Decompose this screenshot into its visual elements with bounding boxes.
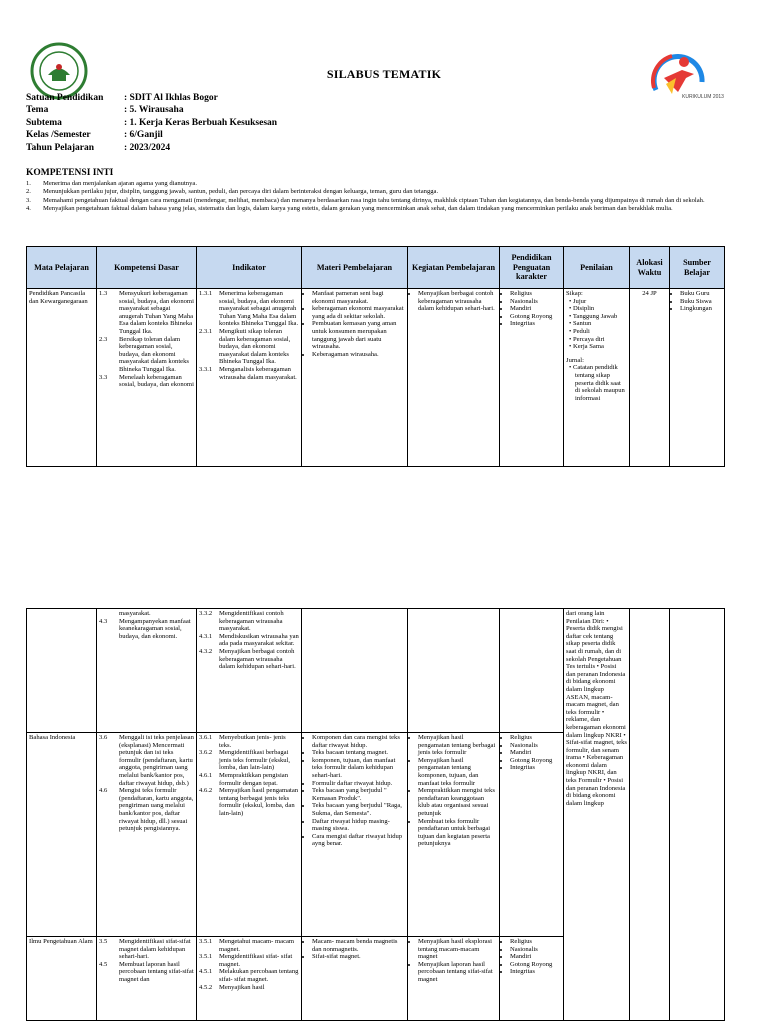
indikator-number: 1.3.1 xyxy=(199,290,213,297)
indikator-text: Mengikuti sikap toleran dalam keberagaman sosial, budaya, dan ekonomi masyarakat dalam konteks Bhineka Tunggal Ika. xyxy=(219,327,291,366)
list-item: • komponen, tujuan, dan manfaat teks formulir dalam kehidupan sehari-hari. xyxy=(312,757,405,780)
list-item: • Religius xyxy=(510,290,561,298)
header-karakter: Pendidikan Penguatan karakter xyxy=(500,247,564,289)
cell-subject xyxy=(27,609,97,733)
kegiatan-list xyxy=(410,290,497,313)
penilaian-item: • Disiplin xyxy=(569,305,595,313)
cell-materi xyxy=(302,733,408,937)
cell-kd xyxy=(97,937,197,1021)
document-title: SILABUS TEMATIK xyxy=(326,67,442,81)
penilaian-item: • Jujur xyxy=(569,297,587,305)
indikator-item xyxy=(199,366,299,381)
info-value: : SDIT Al Ikhlas Bogor xyxy=(124,93,218,103)
indikator-text: Menyajikan hasil xyxy=(219,983,265,991)
list-item: • Religius xyxy=(510,734,561,742)
materi-list xyxy=(304,938,405,961)
kd-text: Mengampanyekan manfaat keanekaragaman sosial, budaya, dan ekonomi. xyxy=(119,617,191,640)
indikator-text: Menganalisis keberagaman wirausaha dalam masyarakat. xyxy=(219,365,297,381)
list-item: • Mandiri xyxy=(510,953,561,961)
indikator-number: 3.5.1 xyxy=(199,953,213,961)
cell-indikator xyxy=(197,733,302,937)
list-item: • Menyajikan berbagai contoh keberagaman wirausaha dalam kehidupan sehari-hari. xyxy=(418,290,497,313)
indikator-number: 4.5.2 xyxy=(199,983,213,991)
kd-number: 3.5 xyxy=(99,938,108,945)
list-item: • Sifat-sifat magnet. xyxy=(312,953,405,961)
kd-number: 4.6 xyxy=(99,787,108,795)
list-item: • Buku Siswa xyxy=(680,298,722,306)
indikator-text: Mengetahui macam- macam magnet. xyxy=(219,938,295,953)
list-item: • Macam- macam benda magnetis dan nonmagnetis. xyxy=(312,938,405,953)
info-value: : 2023/2024 xyxy=(124,142,171,153)
indikator-item xyxy=(199,953,299,968)
penilaian-item: • Tanggung Jawab xyxy=(569,312,618,320)
penilaian-item: • Santun xyxy=(569,320,592,328)
kegiatan-list xyxy=(410,938,497,984)
indikator-text: Menerima keberagaman sosial, budaya, dan ekonomi masyarakat sebagai anugerah Tuhan Yang Maha Esa dalam konteks Bhineka Tunggal Ika. xyxy=(219,290,299,328)
indikator-number: 4.3.1 xyxy=(199,632,213,640)
ki-item xyxy=(26,180,746,188)
list-item: • Menyajikan hasil eksplorasi tentang macam-macam magnet xyxy=(418,938,497,961)
penilaian-heading: Jurnal: xyxy=(566,356,584,364)
list-item: • Cara mengisi daftar riwayat hidup ayng benar. xyxy=(312,833,405,848)
header-penilaian: Penilaian xyxy=(564,247,630,289)
cell-karakter xyxy=(500,937,564,1021)
list-item: • Teks bacaan tentang magnet. xyxy=(312,749,405,757)
ki-number: 1. xyxy=(26,180,31,187)
svg-text:KURIKULUM 2013: KURIKULUM 2013 xyxy=(682,94,724,100)
penilaian-item: • Peduli xyxy=(569,327,590,335)
header-materi: Materi Pembelajaran xyxy=(302,247,408,289)
cell-kegiatan xyxy=(408,733,500,937)
table-row xyxy=(27,609,725,733)
cell-karakter xyxy=(500,289,564,467)
indikator-item xyxy=(199,610,299,633)
indikator-text: Mendiskusikan wirausaha yan ada pada masyarakat sekitar. xyxy=(219,632,299,648)
ki-text: Memahami pengetahuan faktual dengan cara mengamati (mendengar, melihat, membaca) dan menanya berdasarkan rasa ingin tahu tentang dirinya, makhluk ciptaan Tuhan dan kegiatannya, dan benda-benda yang dijumpainya di rumah dan di sekolah. xyxy=(43,196,705,204)
cell-kegiatan xyxy=(408,609,500,733)
indikator-text: Melakukan percobaan tentang sifat- sifat magnet. xyxy=(219,968,299,983)
cell-sumber xyxy=(670,609,725,1021)
indikator-number: 3.6.1 xyxy=(199,734,213,741)
list-item: • Nasionalis xyxy=(510,742,561,750)
list-item: • Komponen dan cara mengisi teks daftar riwayat hidup. xyxy=(312,734,405,749)
cell-subject: Ilmu Pengetahuan Alam xyxy=(27,937,97,1021)
list-item: • keberagaman ekonomi masyarakat yang ada di sekitar sekolah. xyxy=(312,305,405,320)
list-item: • Formulir daftar riwayat hidup. xyxy=(312,780,405,788)
info-label: Kelas /Semester xyxy=(26,130,91,141)
ki-number: 4. xyxy=(26,204,31,212)
list-item: • Religius xyxy=(510,938,561,946)
indikator-number: 4.6.2 xyxy=(199,787,213,795)
indikator-number: 4.6.1 xyxy=(199,771,213,779)
indikator-number: 4.3.2 xyxy=(199,647,213,655)
list-item: • Membuat teks formulir pendaftaran untuk berbagai tujuan dan kegiatan peserta petunjuknya xyxy=(418,818,497,848)
header-kompetensi-dasar: Kompetensi Dasar xyxy=(97,247,197,289)
cell-materi xyxy=(302,937,408,1021)
penilaian-item: • Catatan pendidik tentang sikap peserta didik saat di sekolah maupun informasi xyxy=(569,364,625,402)
indikator-item xyxy=(199,984,299,992)
kd-item xyxy=(99,938,194,961)
info-row xyxy=(26,117,277,129)
kd-item xyxy=(99,336,194,374)
indikator-item xyxy=(199,290,299,328)
syllabus-table xyxy=(26,246,725,467)
kd-text: Mengisi teks formulir (pendaftaran, kartu anggota, pengiriman uang melalui bank/kantor pos, daftar riwayat hidup, dll.) sesuai petunjuk pengisiannya. xyxy=(119,787,194,833)
header-indikator: Indikator xyxy=(197,247,302,289)
penilaian-item: • Kerja Sama xyxy=(569,343,604,351)
info-value: : 1. Kerja Keras Berbuah Kesuksesan xyxy=(124,117,278,128)
info-value: : 5. Wirausaha xyxy=(124,105,184,116)
identity-block xyxy=(26,92,277,154)
materi-list xyxy=(304,290,405,358)
kd-text: Menelaah keberagaman sosial, budaya, dan ekonomi xyxy=(119,373,194,389)
indikator-item xyxy=(199,749,299,772)
kd-item xyxy=(99,618,194,641)
info-label: Tema xyxy=(26,105,49,116)
penilaian-heading: Sikap: xyxy=(566,290,583,297)
list-item: • Integritas xyxy=(510,968,561,976)
ki-text: Menunjukkan perilaku jujur, disiplin, tanggung jawab, santun, peduli, dan percaya diri dalam berinteraksi dengan keluarga, teman, guru dan tetangga. xyxy=(43,188,439,196)
indikator-item xyxy=(199,734,299,749)
list-item: • Menyajikan hasil pengamatan tentang komponen, tujuan, dan manfaat teks formulir xyxy=(418,757,497,787)
kd-number: 1.3 xyxy=(99,290,108,297)
materi-list xyxy=(304,734,405,848)
cell-kd xyxy=(97,609,197,733)
list-item: • Mandiri xyxy=(510,749,561,757)
indikator-item xyxy=(199,772,299,787)
list-item: • Menyajikan hasil pengamatan tentang berbagai jenis teks formulir xyxy=(418,734,497,757)
cell-karakter xyxy=(500,609,564,733)
info-label: Satuan Pendidikan xyxy=(26,93,104,103)
cell-alokasi: 24 JP xyxy=(630,289,670,467)
cell-kd xyxy=(97,733,197,937)
cell-materi xyxy=(302,609,408,733)
indikator-number: 3.3.2 xyxy=(199,610,213,617)
list-item: • Mandiri xyxy=(510,305,561,313)
kd-item xyxy=(99,961,194,984)
list-item: • Nasionalis xyxy=(510,298,561,306)
table-row xyxy=(27,289,725,467)
list-item: • Integritas xyxy=(510,764,561,772)
kegiatan-list xyxy=(410,734,497,848)
kd-item xyxy=(99,290,194,336)
indikator-number: 3.5.1 xyxy=(199,938,213,945)
cell-kd xyxy=(97,289,197,467)
ki-item xyxy=(26,188,746,196)
list-item: • Lingkungan xyxy=(680,305,722,313)
indikator-text: Mempraktikkan pengisian formulir dengan tepat. xyxy=(219,771,289,787)
kd-item xyxy=(99,374,194,389)
cell-kegiatan xyxy=(408,937,500,1021)
kd-number: 2.3 xyxy=(99,335,108,343)
indikator-text: Menyajikan hasil pengamatan tentang berbagai jenis teks formulir (ekskul, lomba, dan lain-lain) xyxy=(219,787,299,817)
list-item: • Keberagaman wirausaha. xyxy=(312,351,405,359)
karakter-list xyxy=(502,734,561,772)
ki-heading: KOMPETENSI INTI xyxy=(26,168,114,178)
cell-kegiatan xyxy=(408,289,500,467)
kd-text: Menggali isi teks penjelasan (eksplanasi) Mencermati petunjuk dan isi teks formulir (pendaftaran, kartu anggota, pengiriman uang melalui bank/kantor pos, daftar riwayat hidup, dsb.) xyxy=(119,734,194,787)
cell-indikator xyxy=(197,937,302,1021)
kd-text: Mensyukuri keberagaman sosial, budaya, dan ekonomi masyarakat sebagai anugerah Tuhan Yang Maha Esa dalam konteks Bhineka Tunggal Ika. xyxy=(119,290,194,335)
list-item: • Daftar riwayat hidup masing- masing siswa. xyxy=(312,818,405,833)
indikator-item xyxy=(199,633,299,648)
kd-item xyxy=(99,787,194,833)
cell-indikator xyxy=(197,289,302,467)
list-item: • Teks bacaan yang berjudul " Kemasan Produk". xyxy=(312,787,405,802)
kd-text: Bersikap toleran dalam keberagaman sosial, budaya, dan ekonomi masyarakat dalam konteks Bhineka Tunggal Ika. xyxy=(119,335,189,373)
indikator-number: 4.5.1 xyxy=(199,968,213,976)
list-item: • Mempraktikkan mengisi teks pendaftaran keanggotaan klub atau organisasi sesuai petunjuk xyxy=(418,787,497,817)
list-item: • Gotong Royong xyxy=(510,757,561,765)
indikator-text: Mengidentifikasi berbagai jenis teks formulir (ekskul, lomba, dan lain-lain) xyxy=(219,749,291,772)
info-row xyxy=(26,92,277,104)
list-item: • Gotong Royong xyxy=(510,961,561,969)
syllabus-table-continued xyxy=(26,608,725,1021)
info-row xyxy=(26,142,277,154)
ki-text: Menyajikan pengetahuan faktual dalam bahasa yang jelas, sistematis dan logis, dalam karya yang estetis, dalam gerakan yang mencerminkan anak sehat, dan dalam tindakan yang mencerminkan perilaku anak beriman dan berakhlak mulia. xyxy=(43,204,673,212)
indikator-text: Menyebutkan jenis- jenis teks. xyxy=(219,734,286,749)
cell-subject: Bahasa Indonesia xyxy=(27,733,97,937)
cell-indikator xyxy=(197,609,302,733)
header-kegiatan: Kegiatan Pembelajaran xyxy=(408,247,500,289)
kd-number: 3.6 xyxy=(99,734,108,741)
kd-number: 4.5 xyxy=(99,960,108,968)
list-item: • Integritas xyxy=(510,320,561,328)
page-2 xyxy=(0,590,768,1024)
header-sumber: Sumber Belajar xyxy=(670,247,725,289)
indikator-number: 3.3.1 xyxy=(199,365,213,373)
indikator-item xyxy=(199,328,299,366)
list-item: • Pembuatan kemasan yang aman untuk konsumen merupakan tanggung jawab dari suatu wirausaha. xyxy=(312,320,405,350)
indikator-text: Mengidentifikasi contoh keberagaman wirausaha masyarakat. xyxy=(219,610,284,633)
ki-item xyxy=(26,205,746,213)
list-item: • Teks bacaan yang berjudul "Raga, Sukma, dan Semesta". xyxy=(312,802,405,817)
page-gap xyxy=(0,520,768,590)
cell-penilaian: dari orang lain Penilaian Diri: • Peserta didik mengisi daftar cek tentang sikap peserta didik saat di rumah, dan di sekolah Pengetahuan Tes tertulis • Posisi dan peranan Indonesia di bidang ekonomi dalam lingkup ASEAN, macam-macam magnet, dan teks formulir • reklame, dan keberagaman ekonomi dalam lingkup NKRI • Sifat-sifat magnet, teks formulir, dan senam irama • Keberagaman ekonomi dalam lingkup NKRI, dan teks Formulir • Posisi dan peranan Indonesia di bidang ekonomi dalam lingkup xyxy=(564,609,630,1021)
cell-alokasi xyxy=(630,609,670,1021)
indikator-number: 3.6.2 xyxy=(199,749,213,757)
cell-sumber xyxy=(670,289,725,467)
indikator-item xyxy=(199,968,299,983)
info-label: Subtema xyxy=(26,117,62,128)
list-item: • Buku Guru xyxy=(680,290,722,298)
cell-penilaian xyxy=(564,289,630,467)
info-row xyxy=(26,129,277,141)
karakter-list xyxy=(502,938,561,976)
kd-item xyxy=(99,734,194,787)
list-item: • Menyajikan laporan hasil percobaan tentang sifat-sifat magnet xyxy=(418,961,497,984)
list-item: • Nasionalis xyxy=(510,946,561,954)
info-row xyxy=(26,104,277,116)
indikator-item xyxy=(199,648,299,671)
info-value: : 6/Ganjil xyxy=(124,130,163,141)
ki-number: 2. xyxy=(26,188,31,196)
list-item: • Gotong Royong xyxy=(510,313,561,321)
kd-text: Membuat laporan hasil percobaan tentang sifat-sifat magnet dan xyxy=(119,960,194,983)
ki-list xyxy=(26,180,746,213)
header-alokasi: Alokasi Waktu xyxy=(630,247,670,289)
kd-text: masyarakat. xyxy=(119,610,151,617)
list-item: • Manfaat pameran seni bagi ekonomi masyarakat. xyxy=(312,290,405,305)
ki-number: 3. xyxy=(26,196,31,204)
kd-number: 4.3 xyxy=(99,617,108,625)
sumber-list xyxy=(672,290,722,313)
table-header-row xyxy=(27,247,725,289)
kd-number: 3.3 xyxy=(99,373,108,381)
info-label: Tahun Pelajaran xyxy=(26,142,95,153)
cell-karakter xyxy=(500,733,564,937)
ki-text: Menerima dan menjalankan ajaran agama yang dianutnya. xyxy=(43,180,197,187)
header-mata-pelajaran: Mata Pelajaran xyxy=(27,247,97,289)
indikator-text: Mengidentifikasi sifat- sifat magnet. xyxy=(219,953,293,968)
indikator-text: Menyajikan berbagai contoh keberagaman wirausaha dalam kehidupan sehari-hari. xyxy=(219,647,296,671)
indikator-item xyxy=(199,938,299,953)
penilaian-item: • Percaya diri xyxy=(569,335,605,343)
cell-subject: Pendidikan Pancasila dan Kewarganegaraan xyxy=(27,289,97,467)
cell-materi xyxy=(302,289,408,467)
kd-text: Mengidentifikasi sifat-sifat magnet dalam kehidupan sehari-hari. xyxy=(119,938,191,961)
indikator-number: 2.3.1 xyxy=(199,327,213,335)
indikator-item xyxy=(199,787,299,817)
karakter-list xyxy=(502,290,561,328)
ki-item xyxy=(26,197,746,205)
